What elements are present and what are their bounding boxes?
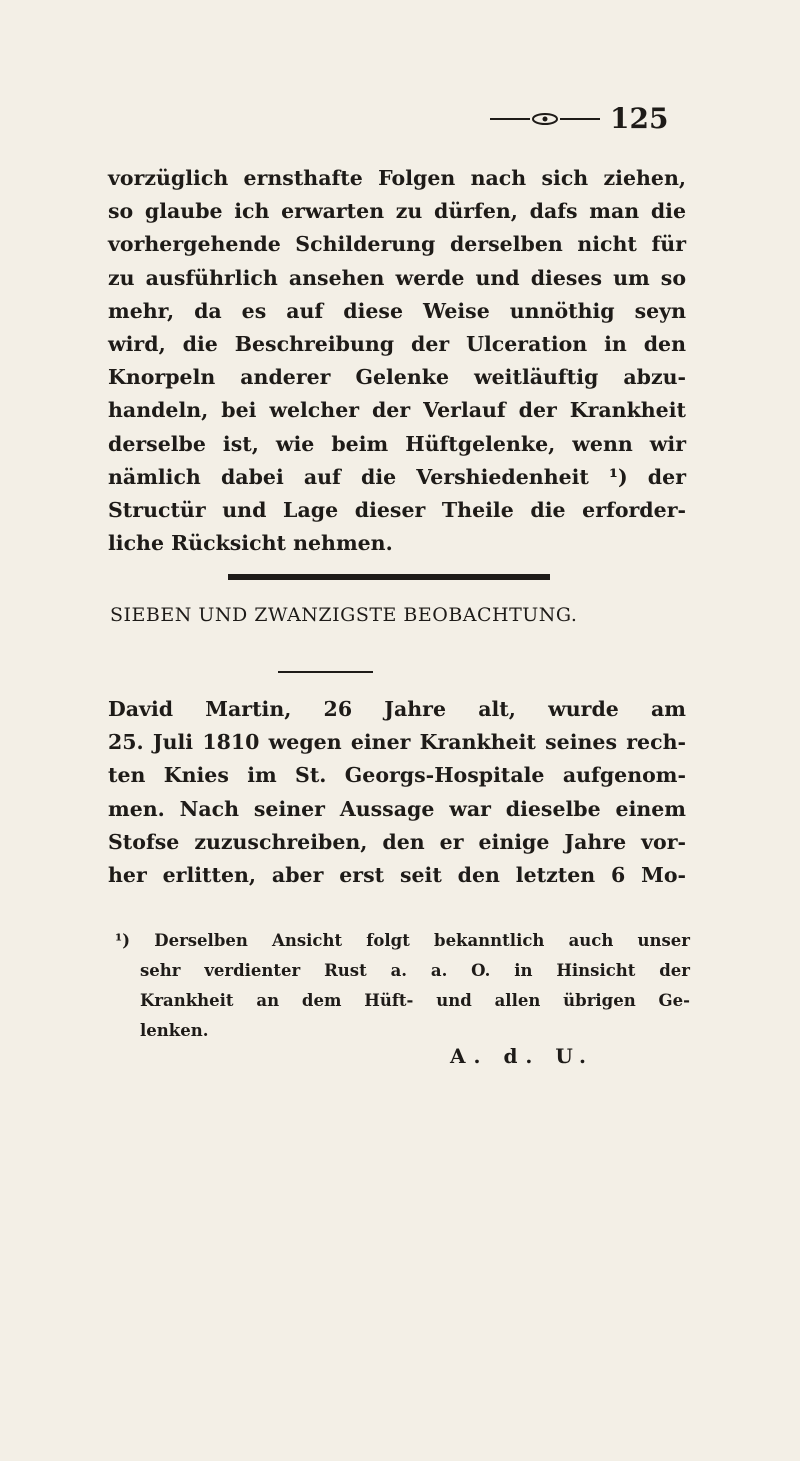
paragraph-2 — [108, 693, 686, 892]
text-line: 25. Juli 1810 wegen einer Krankheit seines rech- — [108, 730, 686, 755]
text-line: liche Rücksicht nehmen. — [108, 531, 393, 556]
text-line: vorhergehende Schilderung derselben nicht für — [108, 232, 686, 257]
text-line: Structür und Lage dieser Theile die erforder- — [108, 497, 686, 522]
footnote-marker: ¹) — [115, 931, 131, 950]
text-line: ten Knies im St. Georgs-Hospitale aufgenom- — [108, 763, 686, 788]
footnote-line: sehr verdienter Rust a. a. O. in Hinsicht der — [140, 961, 690, 980]
translator-signature: A. d. U. — [450, 1044, 594, 1068]
text-line: mehr, da es auf diese Weise unnöthig seyn — [108, 298, 686, 323]
header-ornament — [490, 112, 600, 126]
text-line: so glaube ich erwarten zu dürfen, dafs man die — [108, 199, 686, 224]
text-line: Stofse zuzuschreiben, den er einige Jahre vor- — [108, 829, 686, 854]
footnote-line: lenken. — [140, 1021, 209, 1040]
page-header — [490, 100, 690, 140]
text-line: derselbe ist, wie beim Hüftgelenke, wenn wir — [108, 431, 686, 456]
section-heading: SIEBEN UND ZWANZIGSTE BEOBACHTUNG. — [110, 604, 578, 626]
section-rule — [228, 574, 550, 580]
text-line: wird, die Beschreibung der Ulceration in den — [108, 331, 686, 356]
heading-underline — [278, 671, 373, 673]
footnote-line — [115, 926, 690, 956]
text-line: her erlitten, aber erst seit den letzten 6 Mo- — [108, 862, 686, 887]
footnote-text: Derselben Ansicht folgt bekanntlich auch unser — [154, 931, 690, 950]
page-number: 125 — [610, 102, 669, 135]
paragraph-1 — [108, 162, 686, 560]
footnote-line: Krankheit an dem Hüft- und allen übrigen Ge- — [140, 991, 690, 1010]
text-line: nämlich dabei auf die Vershiedenheit ¹) der — [108, 464, 686, 489]
text-line: handeln, bei welcher der Verlauf der Krankheit — [108, 398, 686, 423]
footnote — [115, 926, 690, 1046]
text-line: David Martin, 26 Jahre alt, wurde am — [108, 697, 686, 721]
text-line: vorzüglich ernsthafte Folgen nach sich ziehen, — [108, 166, 686, 190]
text-line: zu ausführlich ansehen werde und dieses um so — [108, 265, 686, 290]
text-line: Knorpeln anderer Gelenke weitläuftig abzu- — [108, 365, 686, 390]
text-line: men. Nach seiner Aussage war dieselbe einem — [108, 796, 686, 821]
